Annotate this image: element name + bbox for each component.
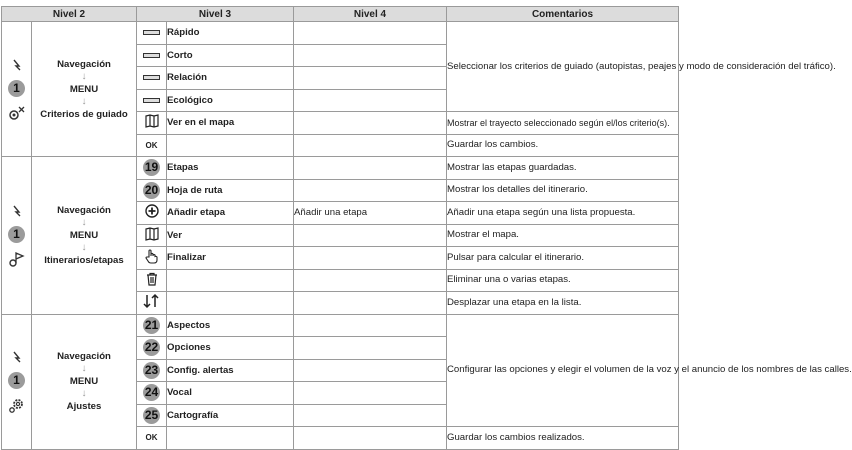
plus-circle-icon (145, 204, 159, 218)
row-label: Aspectos (167, 314, 294, 337)
row-icon (137, 179, 167, 202)
row-label: Relación (167, 67, 294, 90)
row-level4 (294, 359, 447, 382)
row-icon (137, 247, 167, 270)
section-1-icons (2, 22, 32, 157)
nav-item-criterios: Criterios de guiado (40, 108, 128, 120)
row-level4 (294, 337, 447, 360)
row-level4 (294, 247, 447, 270)
row-icon (137, 404, 167, 427)
row-label (167, 269, 294, 292)
row-icon (137, 202, 167, 225)
row-label: Hoja de ruta (167, 179, 294, 202)
row-label: Rápido (167, 22, 294, 45)
row-comment: Guardar los cambios. (447, 134, 679, 157)
number-20-icon: 20 (144, 182, 159, 197)
row-label: Cartografía (167, 404, 294, 427)
down-arrow-icon: ↓ (81, 95, 87, 107)
step-1-badge: 1 (8, 226, 25, 243)
row-icon (137, 112, 167, 135)
ok-icon: OK (145, 433, 158, 443)
navigation-arrow-icon (11, 350, 23, 364)
number-19-icon: 19 (144, 160, 159, 175)
navigation-arrow-icon (11, 58, 23, 72)
header-nivel-2: Nivel 2 (2, 7, 137, 22)
row-level4: Añadir una etapa (294, 202, 447, 225)
row-comment: Añadir una etapa según una lista propuesta. (447, 202, 679, 225)
row-level4 (294, 314, 447, 337)
row-icon (137, 359, 167, 382)
bar-icon (143, 75, 160, 80)
menu-table (1, 6, 852, 450)
row-label: Etapas (167, 157, 294, 180)
row-label: Config. alertas (167, 359, 294, 382)
row-icon (137, 44, 167, 67)
row-icon (137, 269, 167, 292)
map-icon (145, 114, 159, 128)
group-comment: Configurar las opciones y elegir el volumen de la voz y el anuncio de los nombres de las calles. (447, 314, 679, 427)
row-icon (137, 67, 167, 90)
row-icon (137, 427, 167, 450)
nav-item-menu: MENU (69, 376, 99, 387)
row-label (167, 427, 294, 450)
row-label: Opciones (167, 337, 294, 360)
hand-pointer-icon (145, 249, 158, 264)
row-comment: Mostrar el trayecto seleccionado según el/los criterio(s). (447, 112, 679, 135)
row-level4 (294, 67, 447, 90)
map-icon (145, 227, 159, 241)
nav-item-navegacion: Navegación (57, 204, 111, 216)
row-icon (137, 224, 167, 247)
nav-item-itinerarios: Itinerarios/etapas (44, 254, 124, 266)
row-icon (137, 157, 167, 180)
row-level4 (294, 112, 447, 135)
section-2-icons (2, 157, 32, 315)
header-nivel-3: Nivel 3 (137, 7, 294, 22)
number-21-icon: 21 (144, 317, 159, 332)
row-label: Añadir etapa (167, 202, 294, 225)
row-label: Corto (167, 44, 294, 67)
number-22-icon: 22 (144, 340, 159, 355)
row-icon (137, 22, 167, 45)
row-level4 (294, 157, 447, 180)
number-23-icon: 23 (144, 362, 159, 377)
header-comentarios: Comentarios (447, 7, 679, 22)
row-comment: Eliminar una o varias etapas. (447, 269, 679, 292)
row-icon (137, 134, 167, 157)
nav-item-menu: MENU (69, 229, 99, 241)
down-arrow-icon: ↓ (81, 241, 87, 253)
row-comment: Mostrar el mapa. (447, 224, 679, 247)
row-label: Ecológico (167, 89, 294, 112)
nav-item-navegacion: Navegación (57, 58, 111, 70)
row-label (167, 134, 294, 157)
row-icon (137, 337, 167, 360)
nav-item-menu: MENU (69, 83, 99, 95)
reorder-arrows-icon (143, 294, 161, 308)
down-arrow-icon: ↓ (81, 216, 87, 228)
row-level4 (294, 134, 447, 157)
row-level4 (294, 292, 447, 315)
down-arrow-icon: ↓ (81, 70, 87, 82)
row-level4 (294, 179, 447, 202)
row-level4 (294, 224, 447, 247)
row-level4 (294, 427, 447, 450)
nav-item-navegacion: Navegación (57, 351, 111, 362)
row-level4 (294, 22, 447, 45)
row-comment: Desplazar una etapa en la lista. (447, 292, 679, 315)
section-3-nav-path (32, 314, 137, 449)
row-label: Vocal (167, 382, 294, 405)
bar-icon (143, 30, 160, 35)
step-1-badge: 1 (8, 372, 25, 389)
row-level4 (294, 382, 447, 405)
row-comment: Mostrar los detalles del itinerario. (447, 179, 679, 202)
row-label: Ver (167, 224, 294, 247)
itinerary-flag-icon (8, 251, 26, 267)
number-25-icon: 25 (144, 407, 159, 422)
settings-gear-icon (8, 397, 26, 413)
row-comment: Pulsar para calcular el itinerario. (447, 247, 679, 270)
section-1-nav-path (32, 22, 137, 157)
row-label: Finalizar (167, 247, 294, 270)
row-label: Ver en el mapa (167, 112, 294, 135)
section-2-nav-path (32, 157, 137, 315)
row-icon (137, 89, 167, 112)
row-icon (137, 314, 167, 337)
row-level4 (294, 89, 447, 112)
row-comment: Guardar los cambios realizados. (447, 427, 679, 450)
down-arrow-icon: ↓ (81, 388, 87, 399)
navigation-arrow-icon (11, 204, 23, 218)
bar-icon (143, 53, 160, 58)
row-level4 (294, 269, 447, 292)
row-icon (137, 292, 167, 315)
down-arrow-icon: ↓ (81, 363, 87, 374)
header-nivel-4: Nivel 4 (294, 7, 447, 22)
row-icon (137, 382, 167, 405)
row-label (167, 292, 294, 315)
ok-icon: OK (145, 140, 158, 150)
bar-icon (143, 98, 160, 103)
number-24-icon: 24 (144, 385, 159, 400)
row-level4 (294, 44, 447, 67)
section-3-icons (2, 314, 32, 449)
trash-icon (146, 272, 158, 286)
row-level4 (294, 404, 447, 427)
row-comment: Mostrar las etapas guardadas. (447, 157, 679, 180)
group-comment: Seleccionar los criterios de guiado (autopistas, peajes y modo de consideración del tráfico). (447, 22, 679, 112)
nav-item-ajustes: Ajustes (66, 401, 102, 412)
route-settings-icon (8, 105, 26, 121)
step-1-badge: 1 (8, 80, 25, 97)
